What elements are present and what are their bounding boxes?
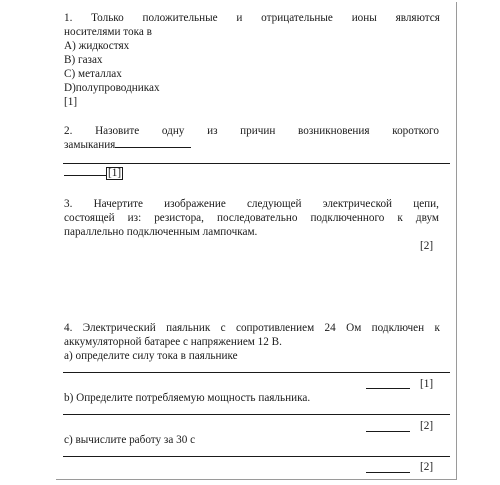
word: с xyxy=(220,322,226,334)
q4a-answer-line[interactable] xyxy=(63,372,450,373)
q1-text-line1 xyxy=(64,12,440,25)
q2-text-line2 xyxy=(64,139,191,152)
q4c-mark: [2] xyxy=(420,461,434,473)
word: одну xyxy=(161,125,185,137)
q4-text-line1 xyxy=(64,322,440,335)
word: последовательно xyxy=(216,212,298,224)
q1-option-a: A) жидкостях xyxy=(64,40,130,52)
word: электрической xyxy=(322,198,393,210)
q1-option-c: C) металлах xyxy=(64,68,122,80)
word: Только xyxy=(91,12,124,24)
q4c-answer-blank[interactable] xyxy=(366,472,410,473)
q2-answer-blank-short[interactable] xyxy=(64,175,106,176)
word: к xyxy=(434,322,440,334)
word: отрицательные xyxy=(261,12,333,24)
word: паяльник xyxy=(166,322,211,334)
word: подключен xyxy=(371,322,425,334)
q3-text-line3: параллельно подключенным лампочкам. xyxy=(64,226,258,238)
q4b-mark: [2] xyxy=(420,420,434,432)
word: короткого xyxy=(392,125,439,137)
word: 1. xyxy=(64,12,73,24)
word: 3. xyxy=(64,198,73,210)
word: ионы xyxy=(351,12,377,24)
q2-mark-row xyxy=(64,167,123,180)
q4a-answer-blank[interactable] xyxy=(366,388,410,389)
q2-answer-line[interactable] xyxy=(63,163,450,164)
word: 4. xyxy=(64,322,73,334)
q3-text-line1 xyxy=(64,198,439,211)
word: резистора, xyxy=(154,212,204,224)
word: Назовите xyxy=(95,125,140,137)
word: положительные xyxy=(142,12,218,24)
q1-option-b: B) газах xyxy=(64,54,103,66)
q1-mark: [1] xyxy=(64,96,78,108)
word: причин xyxy=(240,125,276,137)
q1-text-line2: носителями тока в xyxy=(64,26,152,38)
q4-text-line2: аккумуляторной батарее с напряжением 12 В. xyxy=(64,336,282,348)
q3-text-line2 xyxy=(64,212,439,225)
word: Ом xyxy=(346,322,362,334)
q2-mark: [1] xyxy=(108,167,122,179)
q4a-mark: [1] xyxy=(420,378,434,390)
q4-part-a: а) определите силу тока в паяльнике xyxy=(64,350,238,362)
q3-mark: [2] xyxy=(420,240,434,252)
word: подключенного xyxy=(310,212,385,224)
word: следующей xyxy=(246,198,302,210)
word: к xyxy=(397,212,403,224)
q4-part-b: b) Определите потребляемую мощность паяльника. xyxy=(64,392,311,404)
word: состоящей xyxy=(64,212,115,224)
word: двум xyxy=(415,212,439,224)
q4b-answer-blank[interactable] xyxy=(366,431,410,432)
q4c-answer-line[interactable] xyxy=(63,456,450,457)
word: Начертите xyxy=(93,198,143,210)
word: Электрический xyxy=(82,322,156,334)
word: изображение xyxy=(164,198,226,210)
q4-part-c: с) вычислите работу за 30 с xyxy=(64,434,196,446)
word: возникновения xyxy=(298,125,370,137)
word: 24 xyxy=(324,322,336,334)
word: являются xyxy=(395,12,440,24)
q1-option-d: D)полупроводниках xyxy=(64,82,160,94)
word: из xyxy=(207,125,218,137)
q2-answer-blank[interactable] xyxy=(115,147,191,148)
word: 2. xyxy=(64,125,73,137)
word: сопротивлением xyxy=(236,322,315,334)
q2-text-line1 xyxy=(64,125,439,138)
word: цепи, xyxy=(413,198,439,210)
word: из: xyxy=(127,212,142,224)
word: и xyxy=(236,12,243,24)
q3-drawing-area[interactable] xyxy=(63,256,448,314)
q2-word-zamykaniya: замыкания xyxy=(64,139,116,151)
q4b-answer-line[interactable] xyxy=(63,414,450,415)
